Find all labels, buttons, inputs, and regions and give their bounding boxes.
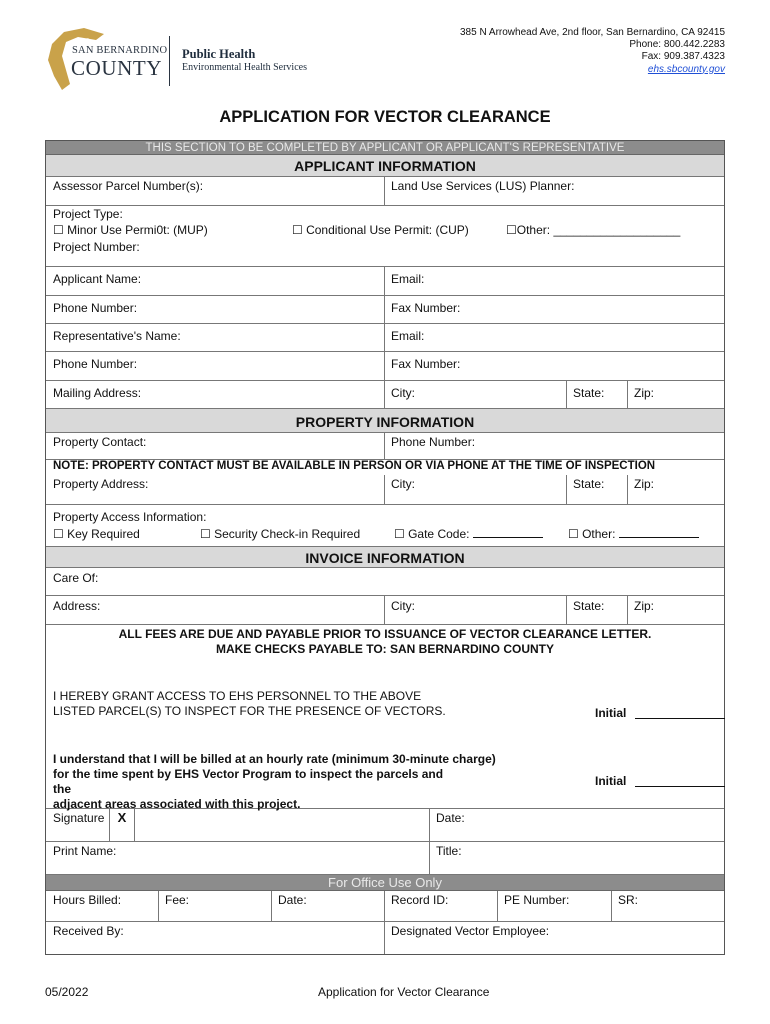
access-other-checkbox[interactable]: [568, 527, 699, 541]
footer-date: 05/2022: [45, 985, 89, 999]
property-address-field[interactable]: Property Address:: [53, 477, 149, 491]
access-other-label: ☐ Other:: [568, 527, 616, 541]
applicant-banner: THIS SECTION TO BE COMPLETED BY APPLICANT OR APPLICANT'S REPRESENTATIVE: [46, 141, 724, 155]
rep-phone-field[interactable]: Phone Number:: [53, 357, 138, 371]
invoice-zip-field[interactable]: Zip:: [634, 599, 655, 613]
assessor-field[interactable]: Assessor Parcel Number(s):: [53, 179, 204, 193]
applicant-email-field[interactable]: Email:: [391, 272, 425, 286]
fees-notice-line2: MAKE CHECKS PAYABLE TO: SAN BERNARDINO COUNTY: [215, 642, 555, 656]
signature-label: Signature: [53, 811, 105, 825]
contact-phone: Phone: 800.442.2283: [629, 39, 725, 51]
page-title: APPLICATION FOR VECTOR CLEARANCE: [219, 108, 551, 126]
rep-email-field[interactable]: Email:: [391, 329, 425, 343]
mailing-address-field[interactable]: Mailing Address:: [53, 386, 142, 400]
title-field[interactable]: Title:: [436, 844, 462, 858]
grant-access-line2: LISTED PARCEL(S) TO INSPECT FOR THE PRESENCE OF VECTORS.: [53, 704, 446, 718]
project-number-field[interactable]: Project Number:: [53, 240, 140, 254]
initial-line-2[interactable]: [635, 786, 725, 787]
initial-line-1[interactable]: [635, 718, 725, 719]
project-type-label: Project Type:: [53, 207, 123, 221]
signature-field[interactable]: [135, 809, 429, 841]
received-by-field[interactable]: Received By:: [53, 924, 124, 938]
applicant-info-heading: APPLICANT INFORMATION: [46, 155, 724, 177]
vector-employee-field[interactable]: Designated Vector Employee:: [391, 924, 550, 938]
initial-label-2: Initial: [595, 774, 627, 788]
header-divider: [169, 36, 170, 86]
mailing-zip-field[interactable]: Zip:: [634, 386, 655, 400]
cup-checkbox[interactable]: ☐ Conditional Use Permit: (CUP): [292, 223, 469, 237]
applicant-fax-field[interactable]: Fax Number:: [391, 301, 461, 315]
invoice-address-row: [46, 596, 724, 625]
property-note: NOTE: PROPERTY CONTACT MUST BE AVAILABLE IN PERSON OR VIA PHONE AT THE TIME OF INSPECTION: [53, 460, 656, 472]
applicant-phone-field[interactable]: Phone Number:: [53, 301, 138, 315]
contact-fax: Fax: 909.387.4323: [641, 51, 725, 63]
signature-row: [46, 809, 724, 842]
billing-line3: the: [53, 782, 71, 796]
record-id-field[interactable]: Record ID:: [391, 893, 449, 907]
security-checkin-checkbox[interactable]: ☐ Security Check-in Required: [200, 527, 361, 541]
other-checkbox[interactable]: ☐Other: ___________________: [506, 223, 681, 237]
gate-code-blank[interactable]: [473, 537, 543, 538]
access-other-blank[interactable]: [619, 537, 699, 538]
property-contact-row: [46, 433, 724, 460]
property-contact-field[interactable]: Property Contact:: [53, 435, 147, 449]
care-of-field[interactable]: Care Of:: [53, 571, 99, 585]
property-address-row: [46, 460, 724, 505]
property-access-label: Property Access Information:: [53, 510, 207, 524]
applicant-phone-row: [46, 296, 724, 324]
office-date-field[interactable]: Date:: [278, 893, 307, 907]
fees-notice-line1: ALL FEES ARE DUE AND PAYABLE PRIOR TO ISSUANCE OF VECTOR CLEARANCE LETTER.: [118, 627, 652, 641]
website-link[interactable]: ehs.sbcounty.gov: [647, 63, 725, 75]
office-use-row: [46, 891, 724, 922]
property-access-row: [46, 505, 724, 547]
care-of-row: [46, 568, 724, 596]
property-zip-field[interactable]: Zip:: [634, 477, 655, 491]
sr-field[interactable]: SR:: [618, 893, 639, 907]
property-state-field[interactable]: State:: [573, 477, 605, 491]
logo-county-text: COUNTY: [71, 56, 163, 80]
print-name-row: [46, 842, 724, 875]
assessor-row: [46, 177, 724, 206]
invoice-address-field[interactable]: Address:: [53, 599, 101, 613]
mup-checkbox[interactable]: ☐ Minor Use Permi0t: (MUP): [53, 223, 208, 237]
invoice-city-field[interactable]: City:: [391, 599, 415, 613]
department-subtitle: Environmental Health Services: [182, 62, 307, 73]
department-title: Public Health: [182, 47, 256, 61]
key-required-checkbox[interactable]: ☐ Key Required: [53, 527, 140, 541]
fee-field[interactable]: Fee:: [165, 893, 190, 907]
office-use-banner: For Office Use Only: [46, 875, 724, 891]
grant-access-line1: I HEREBY GRANT ACCESS TO EHS PERSONNEL TO THE ABOVE: [53, 689, 422, 703]
logo-top-text: SAN BERNARDINO: [72, 45, 168, 56]
footer-doc-name: Application for Vector Clearance: [318, 985, 490, 999]
contact-block: [460, 27, 725, 76]
rep-fax-field[interactable]: Fax Number:: [391, 357, 461, 371]
signature-x-mark: X: [109, 809, 135, 841]
lus-planner-field[interactable]: Land Use Services (LUS) Planner:: [391, 179, 575, 193]
signature-date-field[interactable]: Date:: [436, 811, 465, 825]
rep-name-field[interactable]: Representative's Name:: [53, 329, 181, 343]
property-phone-field[interactable]: Phone Number:: [391, 435, 476, 449]
pe-number-field[interactable]: PE Number:: [504, 893, 570, 907]
applicant-name-row: [46, 267, 724, 296]
invoice-state-field[interactable]: State:: [573, 599, 605, 613]
print-name-field[interactable]: Print Name:: [53, 844, 117, 858]
applicant-name-field[interactable]: Applicant Name:: [53, 272, 142, 286]
mailing-state-field[interactable]: State:: [573, 386, 605, 400]
consent-block: [46, 625, 724, 809]
invoice-info-heading: INVOICE INFORMATION: [46, 547, 724, 568]
hours-billed-field[interactable]: Hours Billed:: [53, 893, 122, 907]
contact-address: 385 N Arrowhead Ave, 2nd floor, San Bernardino, CA 92415: [460, 27, 725, 38]
billing-line1: I understand that I will be billed at an hourly rate (minimum 30-minute charge): [53, 752, 496, 766]
initial-label-1: Initial: [595, 706, 627, 720]
mailing-city-field[interactable]: City:: [391, 386, 415, 400]
property-info-heading: PROPERTY INFORMATION: [46, 409, 724, 433]
project-type-row: [46, 206, 724, 267]
gate-code-label: ☐ Gate Code:: [394, 527, 470, 541]
rep-phone-row: [46, 352, 724, 381]
billing-line2: for the time spent by EHS Vector Program to inspect the parcels and: [53, 767, 444, 781]
received-row: [46, 922, 724, 954]
property-city-field[interactable]: City:: [391, 477, 415, 491]
gate-code-checkbox[interactable]: [394, 527, 543, 541]
county-logo: [44, 26, 168, 92]
application-form: [45, 140, 725, 955]
rep-name-row: [46, 324, 724, 352]
billing-line4: adjacent areas associated with this project.: [53, 797, 301, 811]
mailing-row: [46, 381, 724, 409]
